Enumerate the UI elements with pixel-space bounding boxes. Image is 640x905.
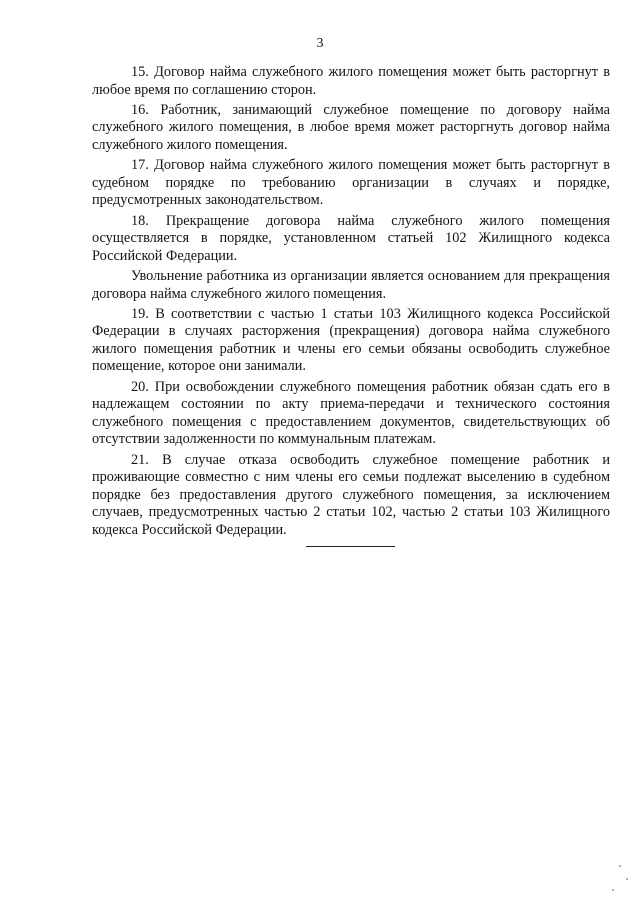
paragraph-16: 16. Работник, занимающий служебное помещение по договору найма служебного жилого помещения, в любое время может расторгнуть договор найма служебного жилого помещения. [92,101,610,153]
document-body [92,64,610,542]
end-separator-line [306,546,395,547]
paragraph-17: 17. Договор найма служебного жилого помещения может быть расторгнут в судебном порядке по требованию организации в случаях и порядке, предусмотренных законодательством. [92,157,610,209]
paragraph-18-continuation: Увольнение работника из организации является основанием для прекращения договора найма служебного жилого помещения. [92,267,610,302]
paragraph-19: 19. В соответствии с частью 1 статьи 103 Жилищного кодекса Российской Федерации в случаях расторжения (прекращения) договора найма служебного жилого помещения работник и члены его семьи обязаны освободить служебное помещение, которое они занимали. [92,305,610,375]
page-number: 3 [316,36,324,51]
paragraph-21: 21. В случае отказа освободить служебное помещение работник и проживающие совместно с ним члены его семьи подлежат выселению в судебном порядке без предоставления другого служебного помещения, за исключением случаев, предусмотренных частью 2 статьи 102, частью 2 статьи 103 Жилищного кодекса Российской Федерации. [92,451,610,538]
paragraph-15: 15. Договор найма служебного жилого помещения может быть расторгнут в любое время по соглашению сторон. [92,64,610,98]
paragraph-18: 18. Прекращение договора найма служебного жилого помещения осуществляется в порядке, установленном статьей 102 Жилищного кодекса Российской Федерации. [92,212,610,264]
scan-speck [612,889,614,891]
scan-speck [619,865,621,867]
paragraph-20: 20. При освобождении служебного помещения работник обязан сдать его в надлежащем состоянии по акту приема-передачи и технического состояния служебного помещения с предоставлением документов, свидетельствующих об отсутствии задолженности по коммунальным платежам. [92,378,610,448]
scan-speck [626,878,628,880]
